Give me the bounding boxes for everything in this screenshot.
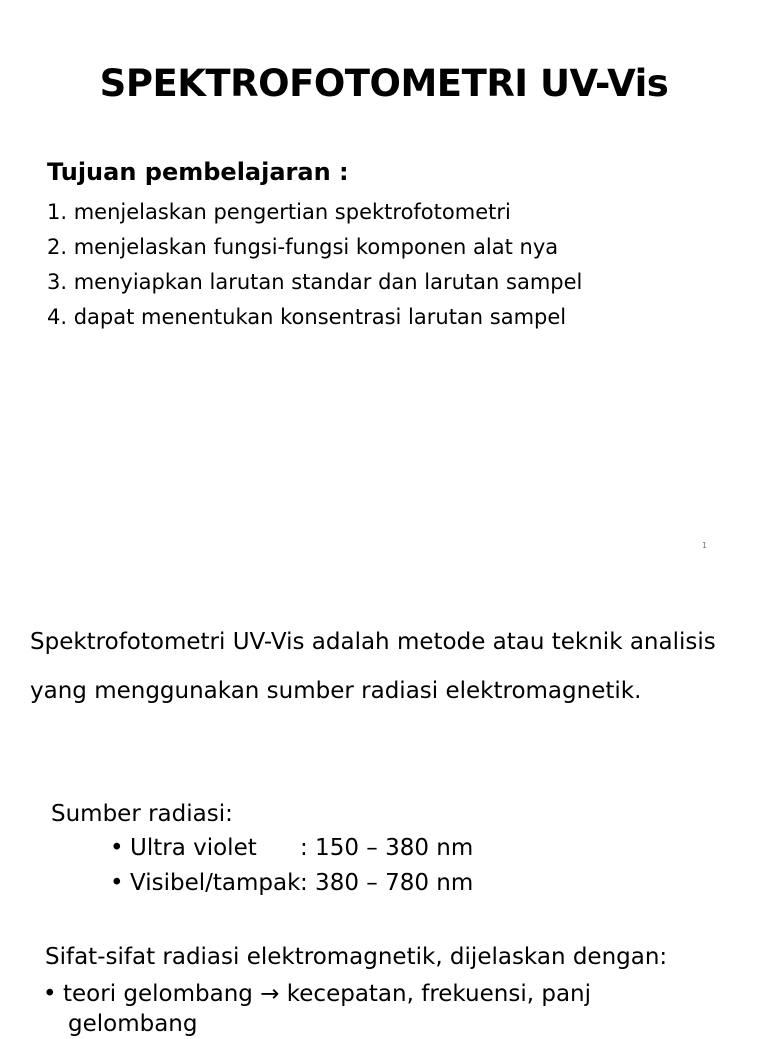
slide-2 xyxy=(0,576,768,1037)
page-number: 1 xyxy=(702,541,708,550)
properties-heading: Sifat-sifat radiasi elektromagnetik, dijelaskan dengan: xyxy=(45,944,668,970)
objectives-list xyxy=(47,197,582,337)
bullet-icon: • xyxy=(110,870,124,896)
property-item xyxy=(43,979,591,1009)
source-range: : 150 – 380 nm xyxy=(300,835,474,861)
source-item xyxy=(110,866,473,901)
bullet-icon: • xyxy=(110,835,124,861)
objectives-heading: Tujuan pembelajaran : xyxy=(47,158,349,186)
sources-list xyxy=(110,831,473,901)
sources-heading: Sumber radiasi: xyxy=(51,801,233,827)
definition-paragraph: Spektrofotometri UV-Vis adalah metode atau teknik analisis yang menggunakan sumber radiasi elektromagnetik. xyxy=(30,629,716,704)
slide-title: SPEKTROFOTOMETRI UV-Vis xyxy=(99,62,669,105)
property-continuation: gelombang xyxy=(68,1011,198,1037)
objective-item: 1. menjelaskan pengertian spektrofotometri xyxy=(47,200,511,224)
source-name: Ultra violet xyxy=(130,835,257,861)
properties-list xyxy=(43,979,591,1039)
source-range: : 380 – 780 nm xyxy=(300,870,474,896)
bullet-icon: • xyxy=(43,981,57,1007)
objective-item: 2. menjelaskan fungsi-fungsi komponen alat nya xyxy=(47,235,559,259)
objective-item: 3. menyiapkan larutan standar dan larutan sampel xyxy=(47,270,583,294)
objective-item: 4. dapat menentukan konsentrasi larutan sampel xyxy=(47,305,567,329)
source-name: Visibel/tampak xyxy=(130,870,301,896)
source-item xyxy=(110,831,473,866)
property-text: teori gelombang → kecepatan, frekuensi, panj xyxy=(63,981,592,1007)
